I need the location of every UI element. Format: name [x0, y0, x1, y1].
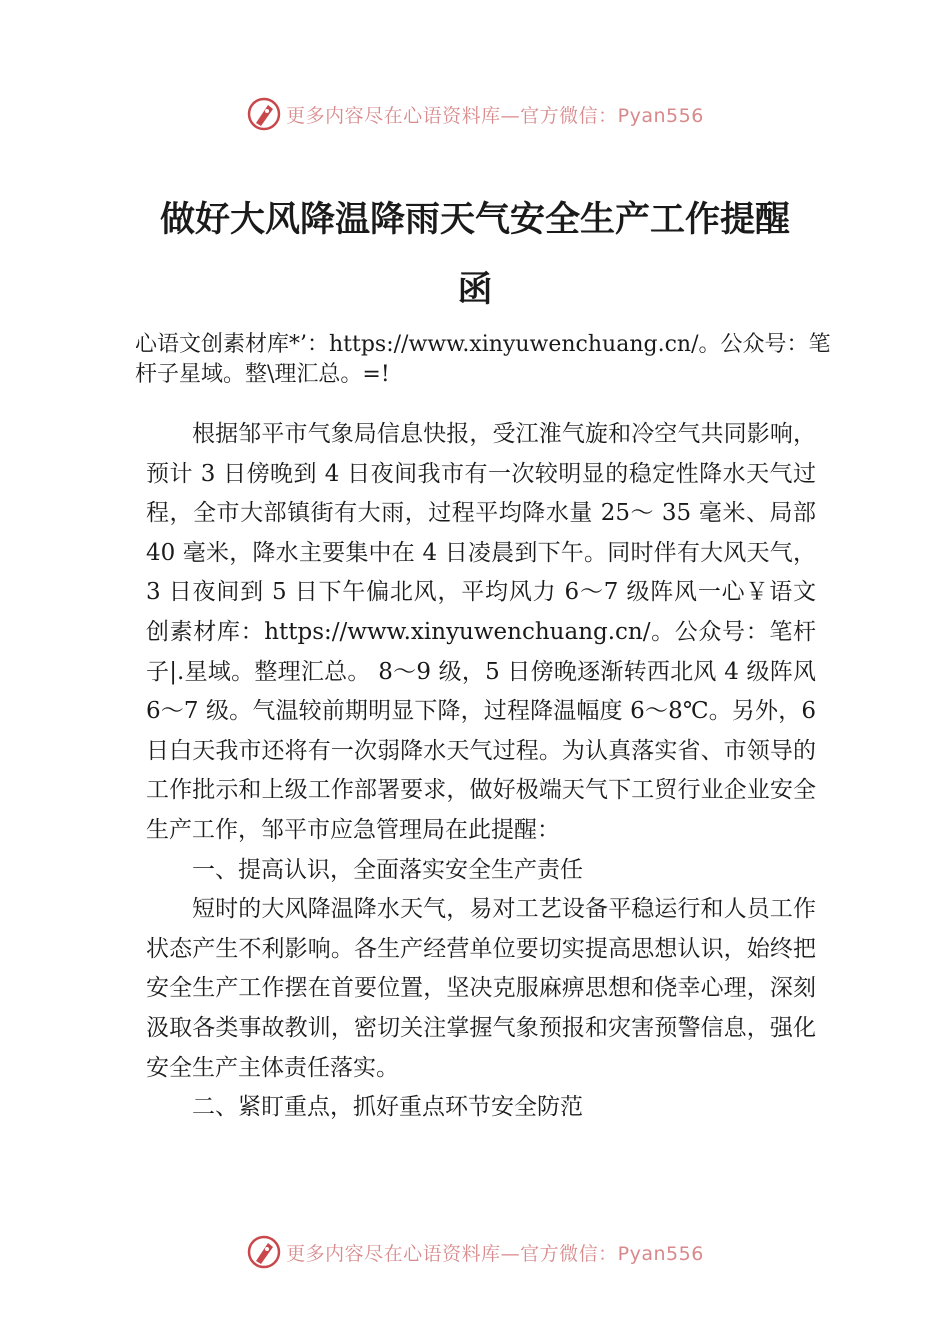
pen-nib-logo-icon	[246, 1234, 282, 1270]
body-paragraph: 短时的大风降温降水天气，易对工艺设备平稳运行和人员工作状态产生不利影响。各生产经营单位要切实提高思想认识，始终把安全生产工作摆在首要位置，坚决克服麻痹思想和侥幸心理，深刻汲取各类事故教训，密切关注掌握气象预报和灾害预警信息，强化安全生产主体责任落实。	[146, 896, 816, 1081]
document-body	[146, 415, 816, 1128]
wechat-id: Pyan556	[617, 104, 704, 127]
header-watermark	[0, 92, 950, 136]
watermark-text: 更多内容尽在心语资料库—官方微信：Pyan556	[286, 1242, 704, 1265]
section-heading: 一、提高认识，全面落实安全生产责任	[192, 856, 583, 883]
footer-watermark	[0, 1230, 950, 1274]
body-paragraph: 根据邹平市气象局信息快报，受江淮气旋和冷空气共同影响，预计 3 日傍晚到 4 日夜间我市有一次较明显的稳定性降水天气过程，全市大部镇街有大雨，过程平均降水量 25～ 35 毫米、局部 40 毫米，降水主要集中在 4 日凌晨到下午。同时伴有大风天气，3 日夜间到 5 日下午偏北风，平均风力 6～7 级阵风一心￥语文创素材库：https://www.xinyuwenchuang.cn/。公众号：笔杆子|.星域。整理汇总。 8～9 级，5 日傍晚逐渐转西北风 4 级阵风 6～7 级。气温较前期明显下降，过程降温幅度 6～8℃。另外，6 日白天我市还将有一次弱降水天气过程。为认真落实省、市领导的工作批示和上级工作部署要求，做好极端天气下工贸行业企业安全生产工作，邹平市应急管理局在此提醒：	[146, 421, 816, 843]
document-title: 做好大风降温降雨天气安全生产工作提醒	[159, 199, 790, 240]
pen-nib-logo-icon	[246, 96, 282, 132]
wechat-id: Pyan556	[617, 1242, 704, 1265]
section-heading: 二、紧盯重点，抓好重点环节安全防范	[192, 1094, 583, 1121]
source-note: 心语文创素材库*’：https://www.xinyuwenchuang.cn/。公众号：笔杆子星域。整\理汇总。=!	[135, 332, 831, 387]
document-title-continued: 函	[457, 269, 493, 310]
watermark-text: 更多内容尽在心语资料库—官方微信：Pyan556	[286, 104, 704, 127]
